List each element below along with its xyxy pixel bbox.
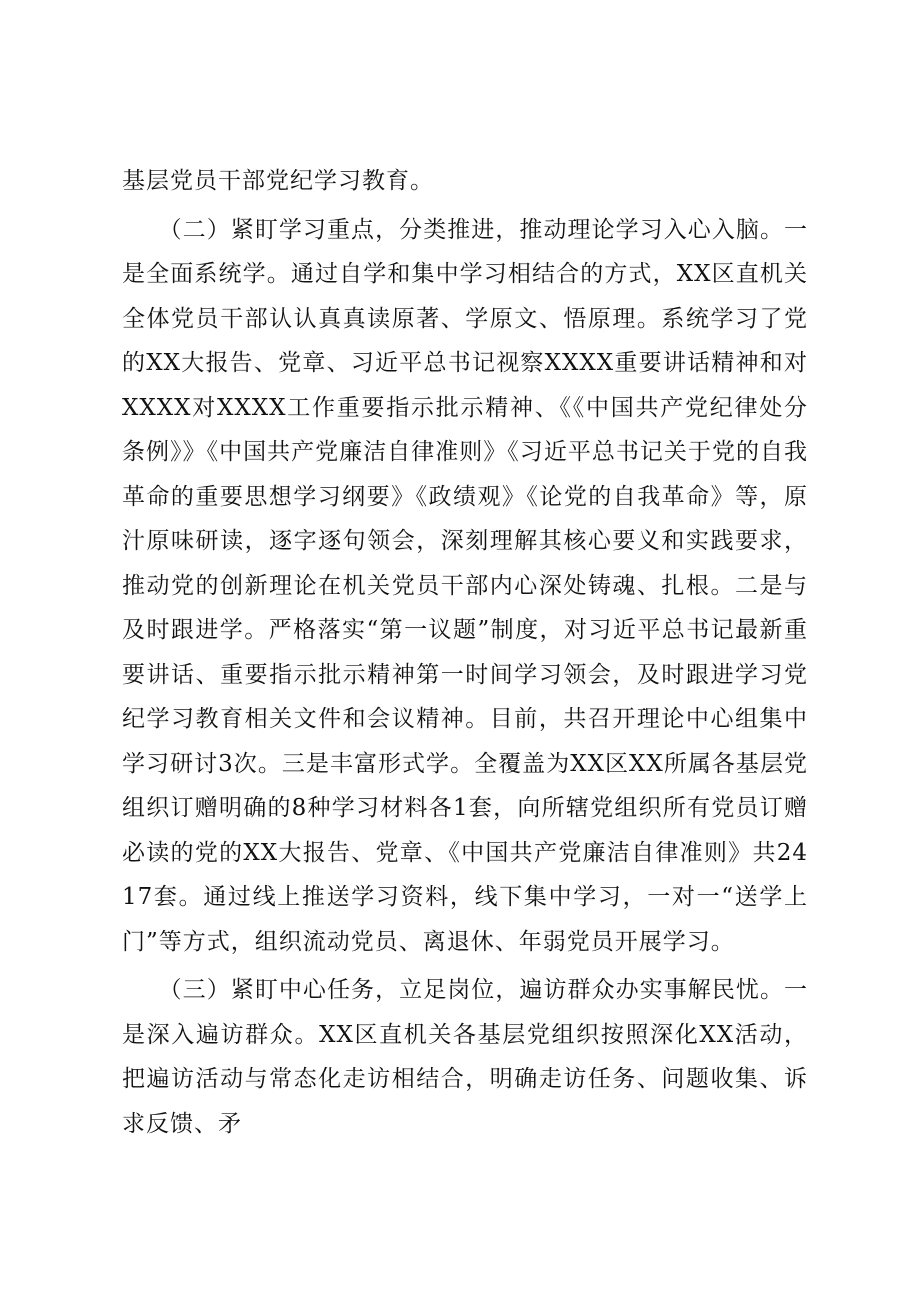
document-body <box>122 159 808 1146</box>
paragraph-continuation: 基层党员干部党纪学习教育。 <box>122 168 434 194</box>
paragraph-section-three: （三）紧盯中心任务，立足岗位，遍访群众办实事解民忧。一是深入遍访群众。XX区直机关各基层党组织按照深化XX活动，把遍访活动与常态化走访相结合，明确走访任务、问题收集、诉求反馈、矛 <box>122 977 808 1137</box>
paragraph-section-two: （二）紧盯学习重点，分类推进，推动理论学习入心入脑。一是全面系统学。通过自学和集中学习相结合的方式，XX区直机关全体党员干部认认真真读原著、学原文、悟原理。系统学习了党的XX大报告、党章、习近平总书记视察XXXX重要讲话精神和对XXXX对XXXX工作重要指示批示精神、《《中国共产党纪律处分条例》》《中国共产党廉洁自律准则》《习近平总书记关于党的自我革命的重要思想学习纲要》《政绩观》《论党的自我革命》等，原汁原味研读，逐字逐句领会，深刻理解其核心要义和实践要求，推动党的创新理论在机关党员干部内心深处铸魂、扎根。二是与及时跟进学。严格落实“第一议题”制度，对习近平总书记最新重要讲话、重要指示批示精神第一时间学习领会，及时跟进学习党纪学习教育相关文件和会议精神。目前，共召开理论中心组集中学习研讨3次。三是丰富形式学。全覆盖为XX区XX所属各基层党组织订赠明确的8种学习材料各1套，向所辖党组织所有党员订赠必读的党的XX大报告、党章、《中国共产党廉洁自律准则》共2417套。通过线上推送学习资料，线下集中学习，一对一“送学上门”等方式，组织流动党员、离退休、年弱党员开展学习。 <box>122 216 808 955</box>
